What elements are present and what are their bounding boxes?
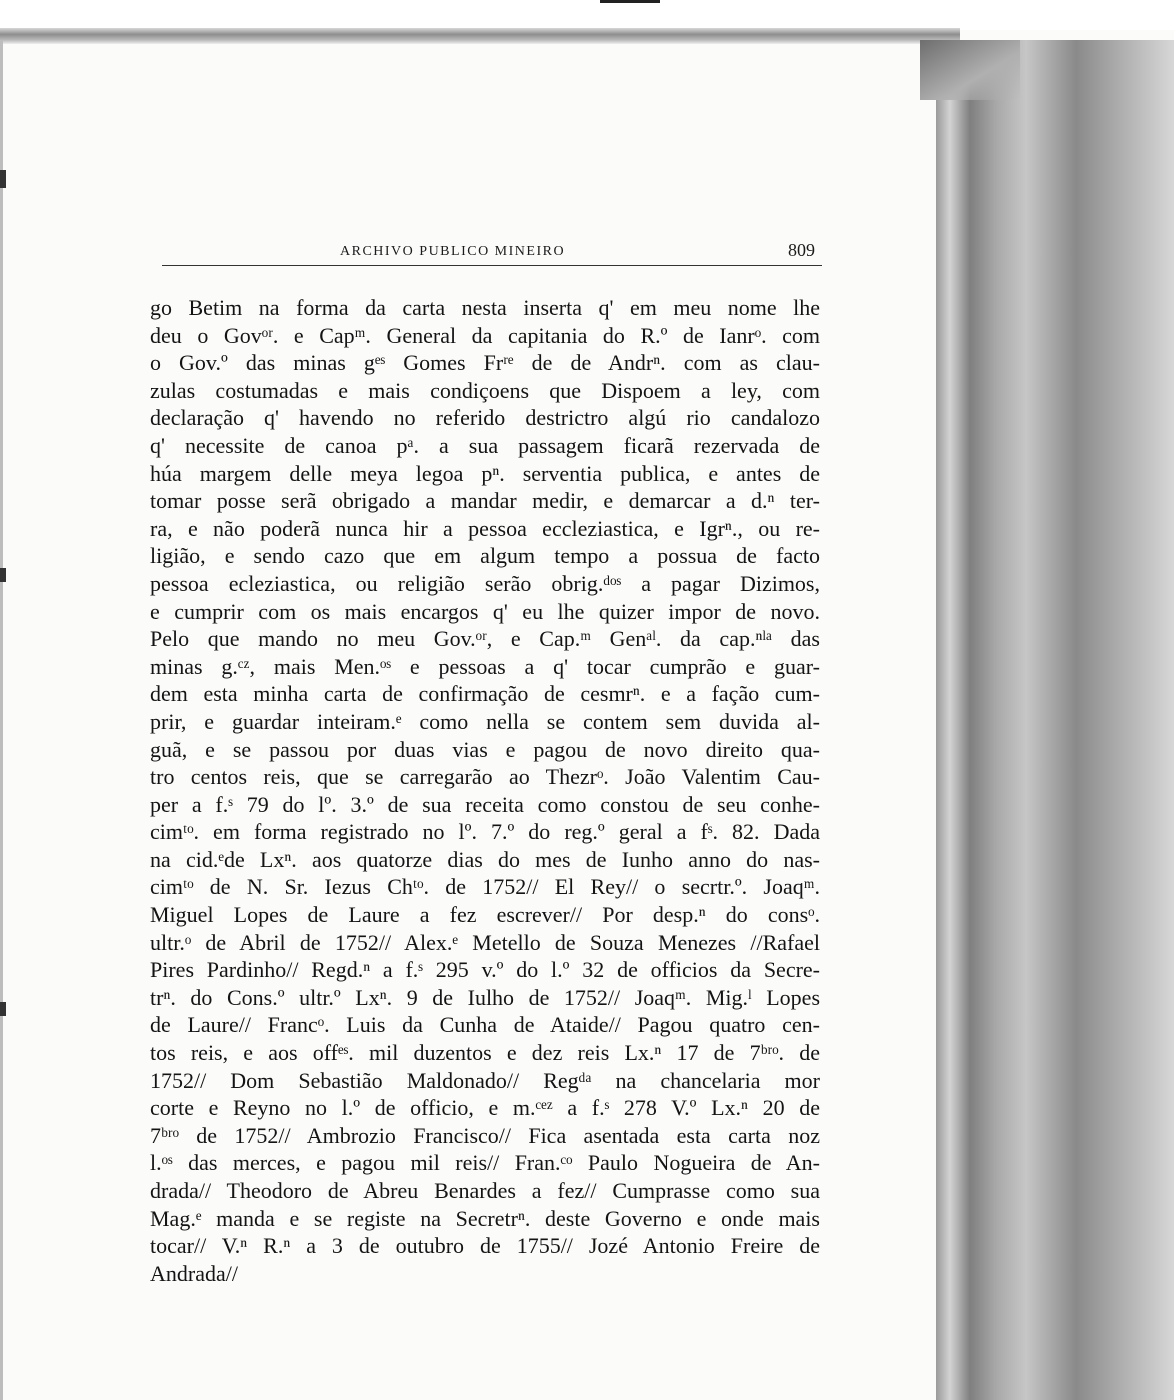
text-line: go Betim na forma da carta nesta inserta q' em meu nome lhe [150,295,820,320]
text-line: q' necessite de canoa pᵃ. a sua passagem ficarã rezervada de [150,432,820,458]
page-number: 809 [788,240,815,260]
text-line: corte e Reyno no l.º de officio, e m.ᶜᵉᶻ a f.ˢ 278 V.º Lx.ⁿ 20 de [150,1095,820,1121]
text-line: cimᵗᵒ de N. Sr. Iezus Chᵗᵒ. de 1752// El Rey// o secrtr.º. Joaqᵐ. [150,874,820,900]
text-line: prir, e guardar inteiram.ᵉ como nella se contem sem duvida al- [150,708,820,734]
text-line: ligião, e sendo cazo que em algum tempo a possua de facto [150,543,820,569]
text-line: tocar// V.ⁿ R.ⁿ a 3 de outubro de 1755// Jozé Antonio Freire de [150,1233,820,1259]
book-top-edge [0,28,960,44]
scan-artifact-line [600,0,660,3]
text-line: trⁿ. do Cons.º ultr.º Lxⁿ. 9 de Iulho de 1752// Joaqᵐ. Mig.ˡ Lopes [150,984,820,1010]
text-line: Miguel Lopes de Laure a fez escrever// Por desp.ⁿ do consᵒ. [150,902,820,928]
text-line: per a f.ˢ 79 do lº. 3.º de sua receita como constou de seu conhe- [150,791,820,817]
text-line: minas g.ᶜᶻ, mais Men.ᵒˢ e pessoas a q' tocar cumprão e guar- [150,653,820,679]
text-line: zulas costumadas e mais condiçoens que Dispoem a ley, com [150,377,820,403]
text-line: 1752// Dom Sebastião Maldonado// Regᵈᵃ na chancelaria mor [150,1067,820,1093]
text-line: cimᵗᵒ. em forma registrado no lº. 7.º do reg.º geral a fˢ. 82. Dada [150,819,820,845]
margin-mark [0,1002,6,1016]
text-line: deu o Govᵒʳ. e Capᵐ. General da capitania do R.º de Ianrᵒ. com [150,322,820,348]
text-line: pessoa ecleziastica, ou religião serão obrig.ᵈᵒˢ a pagar Dizimos, [150,570,820,596]
book-left-edge [0,40,3,1400]
text-line: drada// Theodoro de Abreu Benardes a fez// Cumprasse como sua [150,1178,820,1203]
text-line: declaração q' havendo no referido destrictro algú rio candalozo [150,405,820,431]
text-line: guã, e se passou por duas vias e pagou de novo direito qua- [150,736,820,762]
margin-mark [0,170,6,188]
text-line: ultr.ᵒ de Abril de 1752// Alex.ᵉ Metello de Souza Menezes //Rafael [150,929,820,955]
header-rule [162,265,822,266]
body-text [150,294,820,1287]
text-line: 7ᵇʳᵒ de 1752// Ambrozio Francisco// Fica asentada esta carta noz [150,1122,820,1148]
text-line: na cid.ᵉde Lxⁿ. aos quatorze dias do mes de Iunho anno do nas- [150,846,820,872]
text-line: tos reis, e aos offᵉˢ. mil duzentos e dez reis Lx.ⁿ 17 de 7ᵇʳᵒ. de [150,1040,820,1066]
running-title: ARCHIVO PUBLICO MINEIRO [340,244,566,259]
text-line: dem esta minha carta de confirmação de cesmrⁿ. e a fação cum- [150,681,820,707]
text-line: ra, e não poderã nunca hir a pessoa eccleziastica, e Igrⁿ., ou re- [150,515,820,541]
text-line: Mag.ᵉ manda e se registe na Secretrⁿ. deste Governo e onde mais [150,1205,820,1231]
text-line: tro centos reis, que se carregarão ao Thezrᵒ. João Valentim Cau- [150,764,820,790]
text-line-last: Andrada// [150,1260,238,1286]
text-line: e cumprir com os mais encargos q' eu lhe quizer impor de novo. [150,598,820,624]
text-line: de Laure// Francᵒ. Luis da Cunha de Ataide// Pagou quatro cen- [150,1012,820,1038]
scan-background-top [0,0,1174,30]
text-line: o Gov.º das minas gᵉˢ Gomes Frʳᵉ de de Andrⁿ. com as clau- [150,350,820,376]
text-line: Pires Pardinho// Regd.ⁿ a f.ˢ 295 v.º do l.º 32 de officios da Secre- [150,957,820,983]
text-line: tomar posse serã obrigado a mandar medir, e demarcar a d.ⁿ ter- [150,488,820,514]
text-line: húa margem delle meya legoa pⁿ. serventia publica, e antes de [150,460,820,486]
book-fore-edge [936,40,1174,1400]
text-line: l.ᵒˢ das merces, e pagou mil reis// Fran.ᶜᵒ Paulo Nogueira de An- [150,1150,820,1176]
book-corner-shadow [920,40,1020,100]
text-line: Pelo que mando no meu Gov.ᵒʳ, e Cap.ᵐ Genᵃˡ. da cap.ⁿˡᵃ das [150,626,820,652]
margin-mark [0,568,6,582]
page-header [162,238,822,268]
